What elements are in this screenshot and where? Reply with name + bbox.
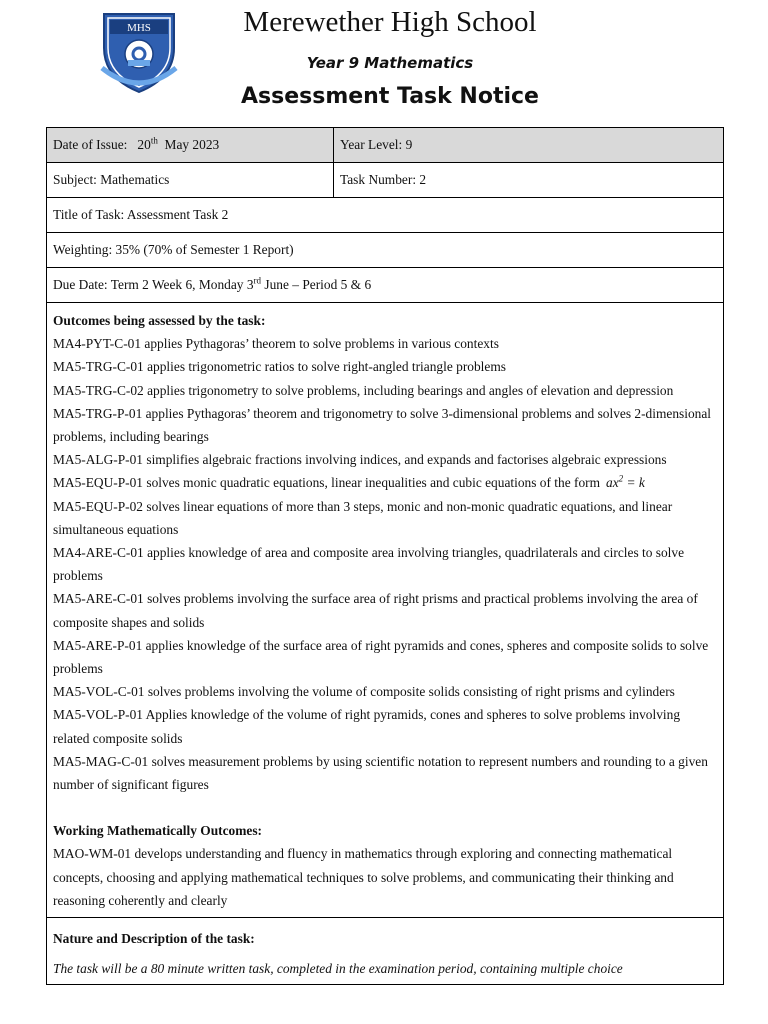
formula-rest: = k	[623, 475, 645, 491]
spacer	[53, 796, 717, 819]
school-crest-icon	[96, 8, 182, 94]
date-day: 20	[137, 137, 151, 152]
subject-cell: Subject: Mathematics	[47, 163, 334, 198]
due-suffix: rd	[253, 275, 262, 286]
year-level-cell: Year Level: 9	[334, 128, 724, 163]
outcome-item-with-formula	[53, 471, 717, 494]
outcomes-row	[47, 303, 724, 918]
school-name: Merewether High School	[243, 6, 537, 38]
wm-outcome: MAO-WM-01 develops understanding and fluency in mathematics through exploring and connecting mathematical concepts, choosing and applying mathematical techniques to solve problems, and communicating their thinking and reasoning coherently and clearly	[53, 846, 674, 908]
due-prefix: Due Date: Term 2 Week 6, Monday 3	[53, 277, 254, 292]
formula	[606, 475, 645, 490]
outcome-item: MA4-PYT-C-01 applies Pythagoras’ theorem to solve problems in various contexts	[53, 336, 499, 352]
outcome-item: MA5-TRG-C-01 applies trigonometric ratios to solve right-angled triangle problems	[53, 359, 506, 375]
outcome-item: MA4-ARE-C-01 applies knowledge of area and composite area involving triangles, quadrilaterals and circles to solve problems	[53, 545, 685, 584]
issue-row	[47, 128, 724, 163]
nature-heading: Nature and Description of the task:	[53, 931, 255, 947]
outcome-item: MA5-ALG-P-01 simplifies algebraic fractions involving indices, and expands and factorises algebraic expressions	[53, 452, 667, 468]
title-cell: Title of Task: Assessment Task 2	[47, 198, 724, 233]
due-rest: June – Period 5 & 6	[264, 277, 372, 292]
outcome-item: MA5-ARE-P-01 applies knowledge of the surface area of right pyramids and cones, spheres and composite solids to solve problems	[53, 637, 709, 677]
nature-description: The task will be a 80 minute written task, completed in the examination period, containing multiple choice	[53, 961, 623, 977]
task-number-cell: Task Number: 2	[334, 163, 724, 198]
outcomes-heading: Outcomes being assessed by the task:	[53, 313, 266, 328]
outcome-item: MA5-MAG-C-01 solves measurement problems by using scientific notation to represent numbers and rounding to a given number of significant figures	[53, 753, 708, 793]
due-date-cell	[47, 268, 724, 303]
assessment-table	[46, 127, 724, 985]
date-of-issue-cell	[47, 128, 334, 163]
weighting-row	[47, 233, 724, 268]
subject-row	[47, 163, 724, 198]
due-date-row	[47, 268, 724, 303]
logo-text: MHS	[127, 22, 151, 34]
weighting-cell: Weighting: 35% (70% of Semester 1 Report)	[47, 233, 724, 268]
outcome-item: MA5-ARE-C-01 solves problems involving the surface area of right prisms and practical problems involving the area of composite shapes and solids	[53, 591, 698, 630]
outcome-item: MA5-TRG-P-01 applies Pythagoras’ theorem and trigonometry to solve 3-dimensional problems and solves 2-dimensional problems, including bearings	[53, 405, 712, 445]
formula-base: ax	[606, 475, 619, 491]
outcomes-cell	[47, 303, 724, 918]
outcome-item: MA5-EQU-P-01 solves monic quadratic equations, linear inequalities and cubic equations of the form	[53, 475, 601, 491]
wm-heading: Working Mathematically Outcomes:	[53, 823, 263, 839]
outcome-item: MA5-VOL-P-01 Applies knowledge of the volume of right pyramids, cones and spheres to solve problems involving related composite solids	[53, 707, 681, 746]
date-rest: May 2023	[164, 137, 220, 152]
date-label: Date of Issue:	[53, 137, 128, 152]
nature-cell	[47, 918, 724, 985]
outcome-item: MA5-VOL-C-01 solves problems involving the volume of composite solids consisting of right prisms and cylinders	[53, 684, 675, 700]
outcome-item: MA5-TRG-C-02 applies trigonometry to solve problems, including bearings and angles of elevation and depression	[53, 382, 674, 398]
outcome-item: MA5-EQU-P-02 solves linear equations of more than 3 steps, monic and non-monic quadratic equations, and linear simultaneous equations	[53, 498, 673, 537]
date-suffix: th	[150, 135, 158, 146]
notice-heading: Assessment Task Notice	[241, 84, 539, 109]
nature-row	[47, 918, 724, 985]
title-row	[47, 198, 724, 233]
formula-exponent: 2	[618, 473, 624, 484]
course-subtitle: Year 9 Mathematics	[306, 54, 474, 72]
